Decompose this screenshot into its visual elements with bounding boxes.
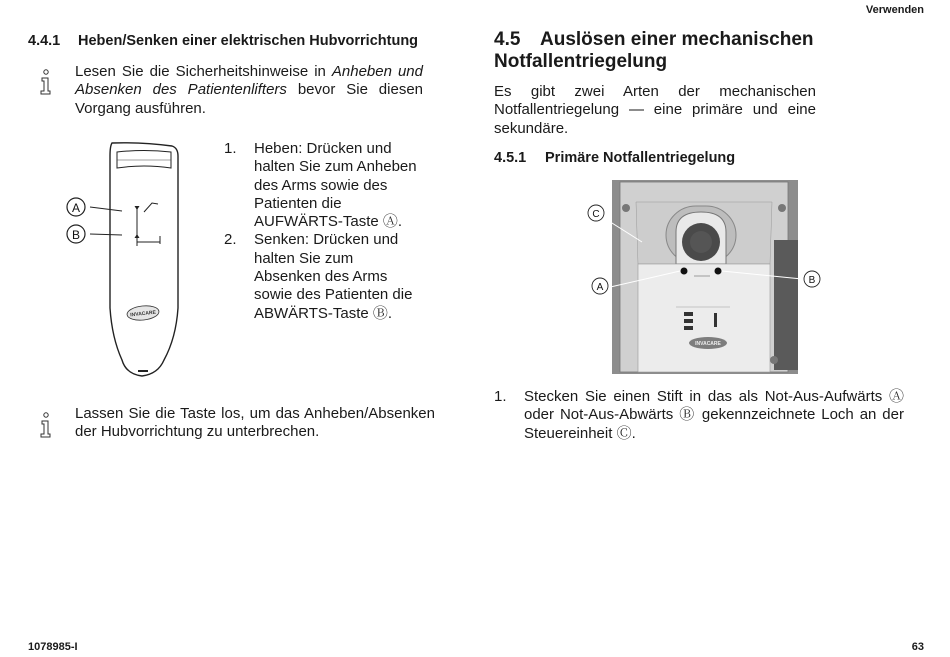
section-title: Primäre Notfallentriegelung xyxy=(545,150,736,166)
section-heading-4-4-1 xyxy=(28,33,418,49)
safety-note xyxy=(75,63,423,118)
callout-b: B xyxy=(71,228,81,242)
section-title: Auslösen einer mechanischen Notfallentriegelung xyxy=(494,29,814,72)
release-note: Lassen Sie die Taste los, um das Anheben/Absenken der Hubvorrichtung zu unterbrechen. xyxy=(75,405,435,441)
brand-logo: INVACARE xyxy=(695,341,721,347)
info-icon xyxy=(38,69,52,95)
step-text: Senken: Drücken und halten Sie zum Absenken des Arms sowie des Patienten die ABWÄRTS-Taste Ⓑ. xyxy=(254,231,413,322)
lift-steps xyxy=(224,140,422,323)
brand-logo: INVACARE xyxy=(129,309,157,319)
step-text: Heben: Drücken und halten Sie zum Anheben des Arms sowie des Patienten die AUFWÄRTS-Taste Ⓐ. xyxy=(254,140,417,231)
section-number: 4.4.1 xyxy=(28,33,61,49)
step-item xyxy=(224,140,422,231)
section-number: 4.5 xyxy=(494,29,521,50)
release-step xyxy=(494,388,904,443)
callout-a: A xyxy=(596,282,604,293)
section-heading-4-5-1 xyxy=(494,150,735,166)
section-heading-4-5 xyxy=(494,29,950,73)
note-text-reference: Anheben und Absenken des Patientenlifters xyxy=(75,63,423,99)
step-item xyxy=(224,231,422,322)
step-text: Stecken Sie einen Stift in das als Not-Aus-Aufwärts Ⓐ oder Not-Aus-Abwärts Ⓑ gekennzeichnete Loch an der Steuereinheit Ⓒ. xyxy=(524,388,904,442)
remote-control-figure xyxy=(60,138,190,383)
step-number: 2. xyxy=(224,231,237,249)
section-number: 4.5.1 xyxy=(494,150,527,166)
callout-a: A xyxy=(71,201,81,215)
page-number: 63 xyxy=(911,641,924,653)
callout-c: C xyxy=(592,209,600,220)
note-text-pre: Lesen Sie die Sicherheitshinweise in xyxy=(75,63,332,80)
control-unit-photo xyxy=(584,180,824,376)
running-header: Verwenden xyxy=(865,4,924,16)
document-number: 1078985-I xyxy=(28,641,78,653)
step-number: 1. xyxy=(494,388,507,405)
section-title: Heben/Senken einer elektrischen Hubvorrichtung xyxy=(78,33,419,49)
intro-paragraph: Es gibt zwei Arten der mechanischen Notfallentriegelung — eine primäre und eine sekundäre. xyxy=(494,83,816,137)
note-text-post: bevor Sie diesen Vorgang ausführen. xyxy=(75,81,424,117)
step-number: 1. xyxy=(224,140,237,157)
info-icon xyxy=(38,412,52,438)
callout-b: B xyxy=(808,275,816,286)
